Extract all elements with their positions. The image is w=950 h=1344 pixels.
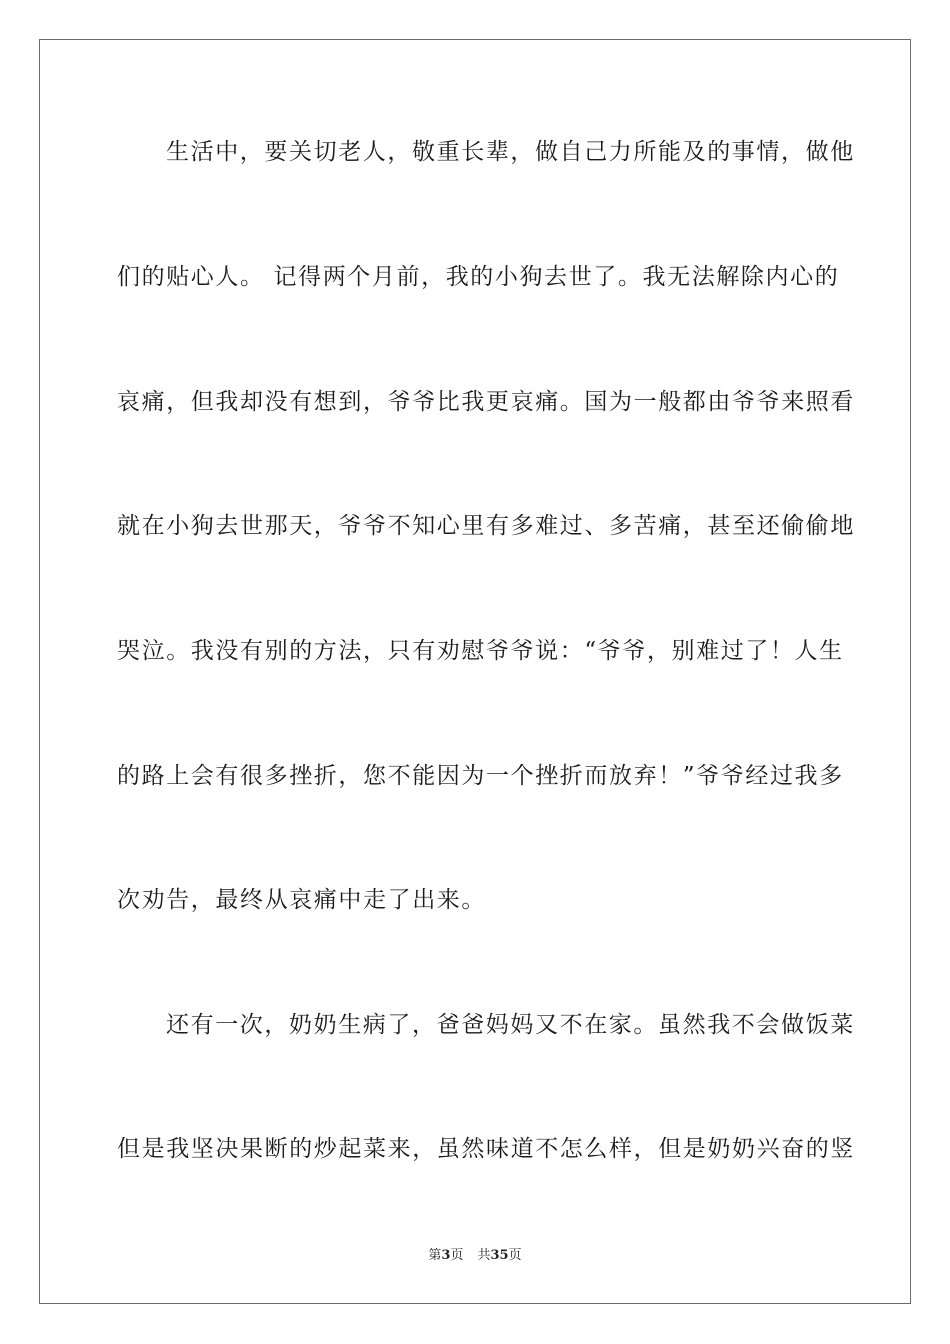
text-line: 生活中，要关切老人，敬重长辈，做自己力所能及的事情，做他 bbox=[166, 139, 855, 165]
page-footer bbox=[0, 1247, 950, 1265]
page-number: 3 bbox=[441, 1248, 451, 1263]
text-line: 但是我坚决果断的炒起菜来，虽然味道不怎么样，但是奶奶兴奋的竖 bbox=[117, 1136, 855, 1162]
page-prefix: 第 bbox=[428, 1248, 442, 1263]
total-prefix: 共 bbox=[477, 1248, 491, 1263]
total-suffix: 页 bbox=[508, 1248, 522, 1263]
text-line: 次劝告，最终从哀痛中走了出来。 bbox=[117, 887, 486, 913]
page-border bbox=[39, 39, 911, 1304]
total-pages: 35 bbox=[490, 1248, 509, 1263]
text-line: 哭泣。我没有别的方法，只有劝慰爷爷说：“爷爷，别难过了！人生 bbox=[117, 638, 844, 664]
text-line: 就在小狗去世那天，爷爷不知心里有多难过、多苦痛，甚至还偷偷地 bbox=[117, 513, 855, 539]
page-suffix: 页 bbox=[450, 1248, 464, 1263]
text-line: 的路上会有很多挫折，您不能因为一个挫折而放弃！”爷爷经过我多 bbox=[117, 763, 844, 789]
text-line: 哀痛，但我却没有想到，爷爷比我更哀痛。国为一般都由爷爷来照看 bbox=[117, 389, 855, 415]
text-line: 们的贴心人。 记得两个月前，我的小狗去世了。我无法解除内心的 bbox=[117, 264, 840, 290]
text-line: 还有一次，奶奶生病了，爸爸妈妈又不在家。虽然我不会做饭菜 bbox=[166, 1012, 855, 1038]
